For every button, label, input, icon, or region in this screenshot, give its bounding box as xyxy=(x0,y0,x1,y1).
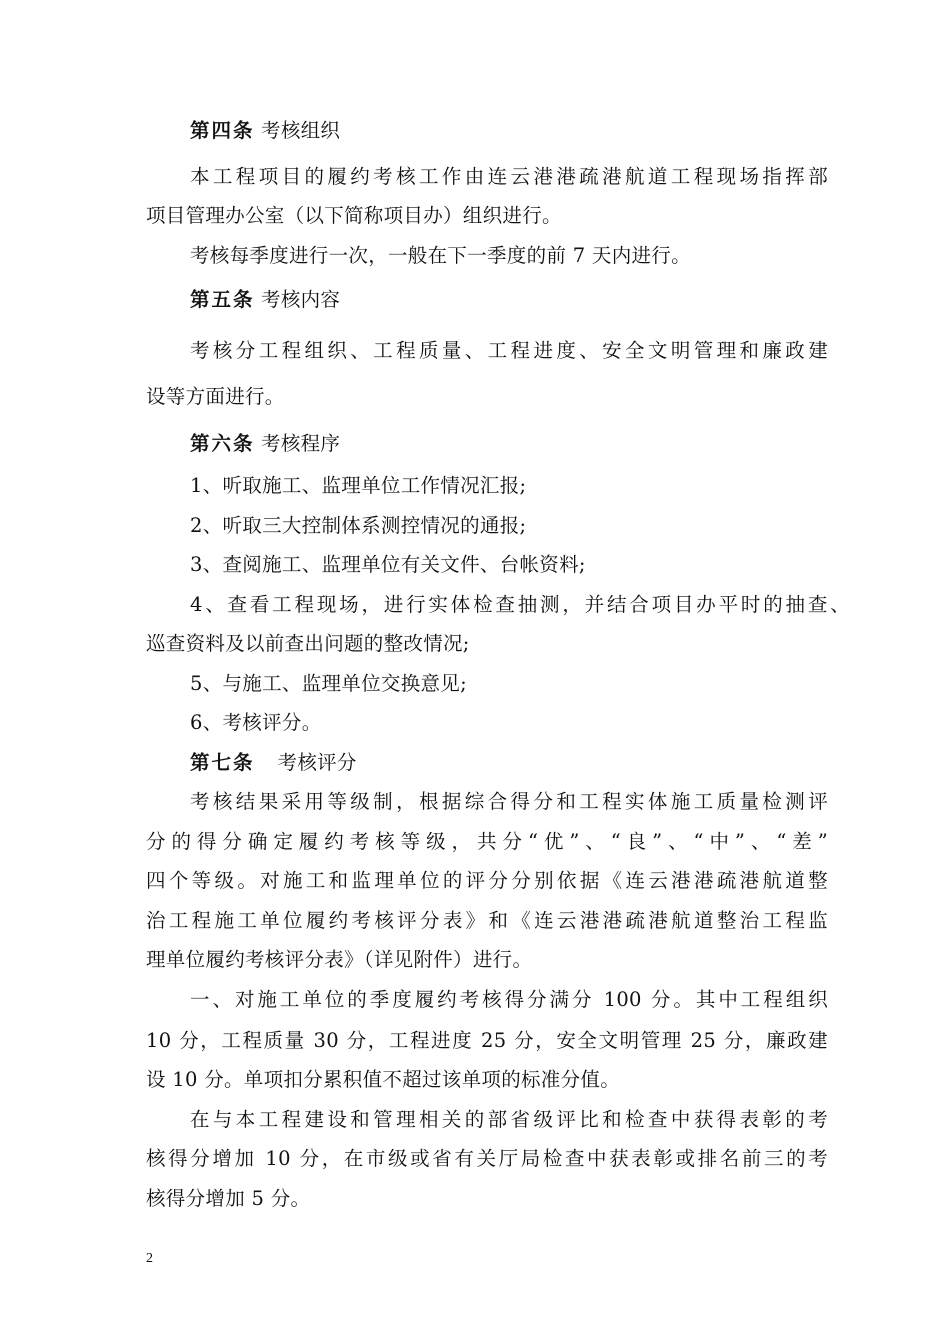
article-4-paragraph-1-line-2: 项目管理办公室（以下简称项目办）组织进行。 xyxy=(146,204,562,227)
article-7-paragraph-1-line-4: 治工程施工单位履约考核评分表》和《连云港港疏港航道整治工程监 xyxy=(146,909,828,932)
article-6-item-4-line-1: 4、查看工程现场，进行实体检查抽测，并结合项目办平时的抽查、 xyxy=(190,593,850,616)
article-5-title: 考核内容 xyxy=(261,288,341,311)
article-7-paragraph-1-line-3: 四个等级。对施工和监理单位的评分分别依据《连云港港疏港航道整 xyxy=(146,869,828,892)
article-5-heading xyxy=(190,286,340,314)
article-5-label: 第五条 xyxy=(190,288,255,311)
article-7-paragraph-1-line-2: 分的得分确定履约考核等级，共分“优”、“良”、“中”、“差” xyxy=(146,830,828,853)
article-4-title: 考核组织 xyxy=(261,119,341,142)
article-7-paragraph-2-line-2: 10 分，工程质量 30 分，工程进度 25 分，安全文明管理 25 分，廉政建 xyxy=(146,1029,828,1052)
article-6-item-1: 1、听取施工、监理单位工作情况汇报; xyxy=(190,474,527,497)
article-6-item-5: 5、与施工、监理单位交换意见; xyxy=(190,672,467,695)
article-6-item-4-line-2: 巡查资料及以前查出问题的整改情况; xyxy=(146,632,470,655)
article-4-label: 第四条 xyxy=(190,119,255,142)
article-6-heading xyxy=(190,430,340,458)
article-7-heading xyxy=(190,749,357,777)
article-7-paragraph-3-line-2: 核得分增加 10 分，在市级或省有关厅局检查中获表彰或排名前三的考 xyxy=(146,1147,828,1170)
article-7-paragraph-2-line-1: 一、对施工单位的季度履约考核得分满分 100 分。其中工程组织 xyxy=(190,988,828,1011)
article-7-paragraph-2-line-3: 设 10 分。单项扣分累积值不超过该单项的标准分值。 xyxy=(146,1068,621,1091)
article-6-item-6: 6、考核评分。 xyxy=(190,711,322,734)
article-6-item-2: 2、听取三大控制体系测控情况的通报; xyxy=(190,514,527,537)
article-4-paragraph-1-line-1: 本工程项目的履约考核工作由连云港港疏港航道工程现场指挥部 xyxy=(190,165,828,188)
article-5-paragraph-1-line-1: 考核分工程组织、工程质量、工程进度、安全文明管理和廉政建 xyxy=(190,339,828,362)
page-number: 2 xyxy=(146,1251,153,1266)
article-4-heading xyxy=(190,117,340,145)
article-6-label: 第六条 xyxy=(190,432,255,455)
article-7-paragraph-3-line-1: 在与本工程建设和管理相关的部省级评比和检查中获得表彰的考 xyxy=(190,1108,828,1131)
article-7-paragraph-1-line-1: 考核结果采用等级制，根据综合得分和工程实体施工质量检测评 xyxy=(190,790,828,813)
article-7-title: 考核评分 xyxy=(277,751,357,774)
article-6-title: 考核程序 xyxy=(261,432,341,455)
article-6-item-3: 3、查阅施工、监理单位有关文件、台帐资料; xyxy=(190,553,586,576)
article-7-paragraph-1-line-5: 理单位履约考核评分表》（详见附件）进行。 xyxy=(146,948,533,971)
article-4-paragraph-2: 考核每季度进行一次，一般在下一季度的前 7 天内进行。 xyxy=(190,244,691,267)
article-5-paragraph-1-line-2: 设等方面进行。 xyxy=(146,385,285,408)
article-7-label: 第七条 xyxy=(190,751,255,774)
article-7-paragraph-3-line-3: 核得分增加 5 分。 xyxy=(146,1187,311,1210)
